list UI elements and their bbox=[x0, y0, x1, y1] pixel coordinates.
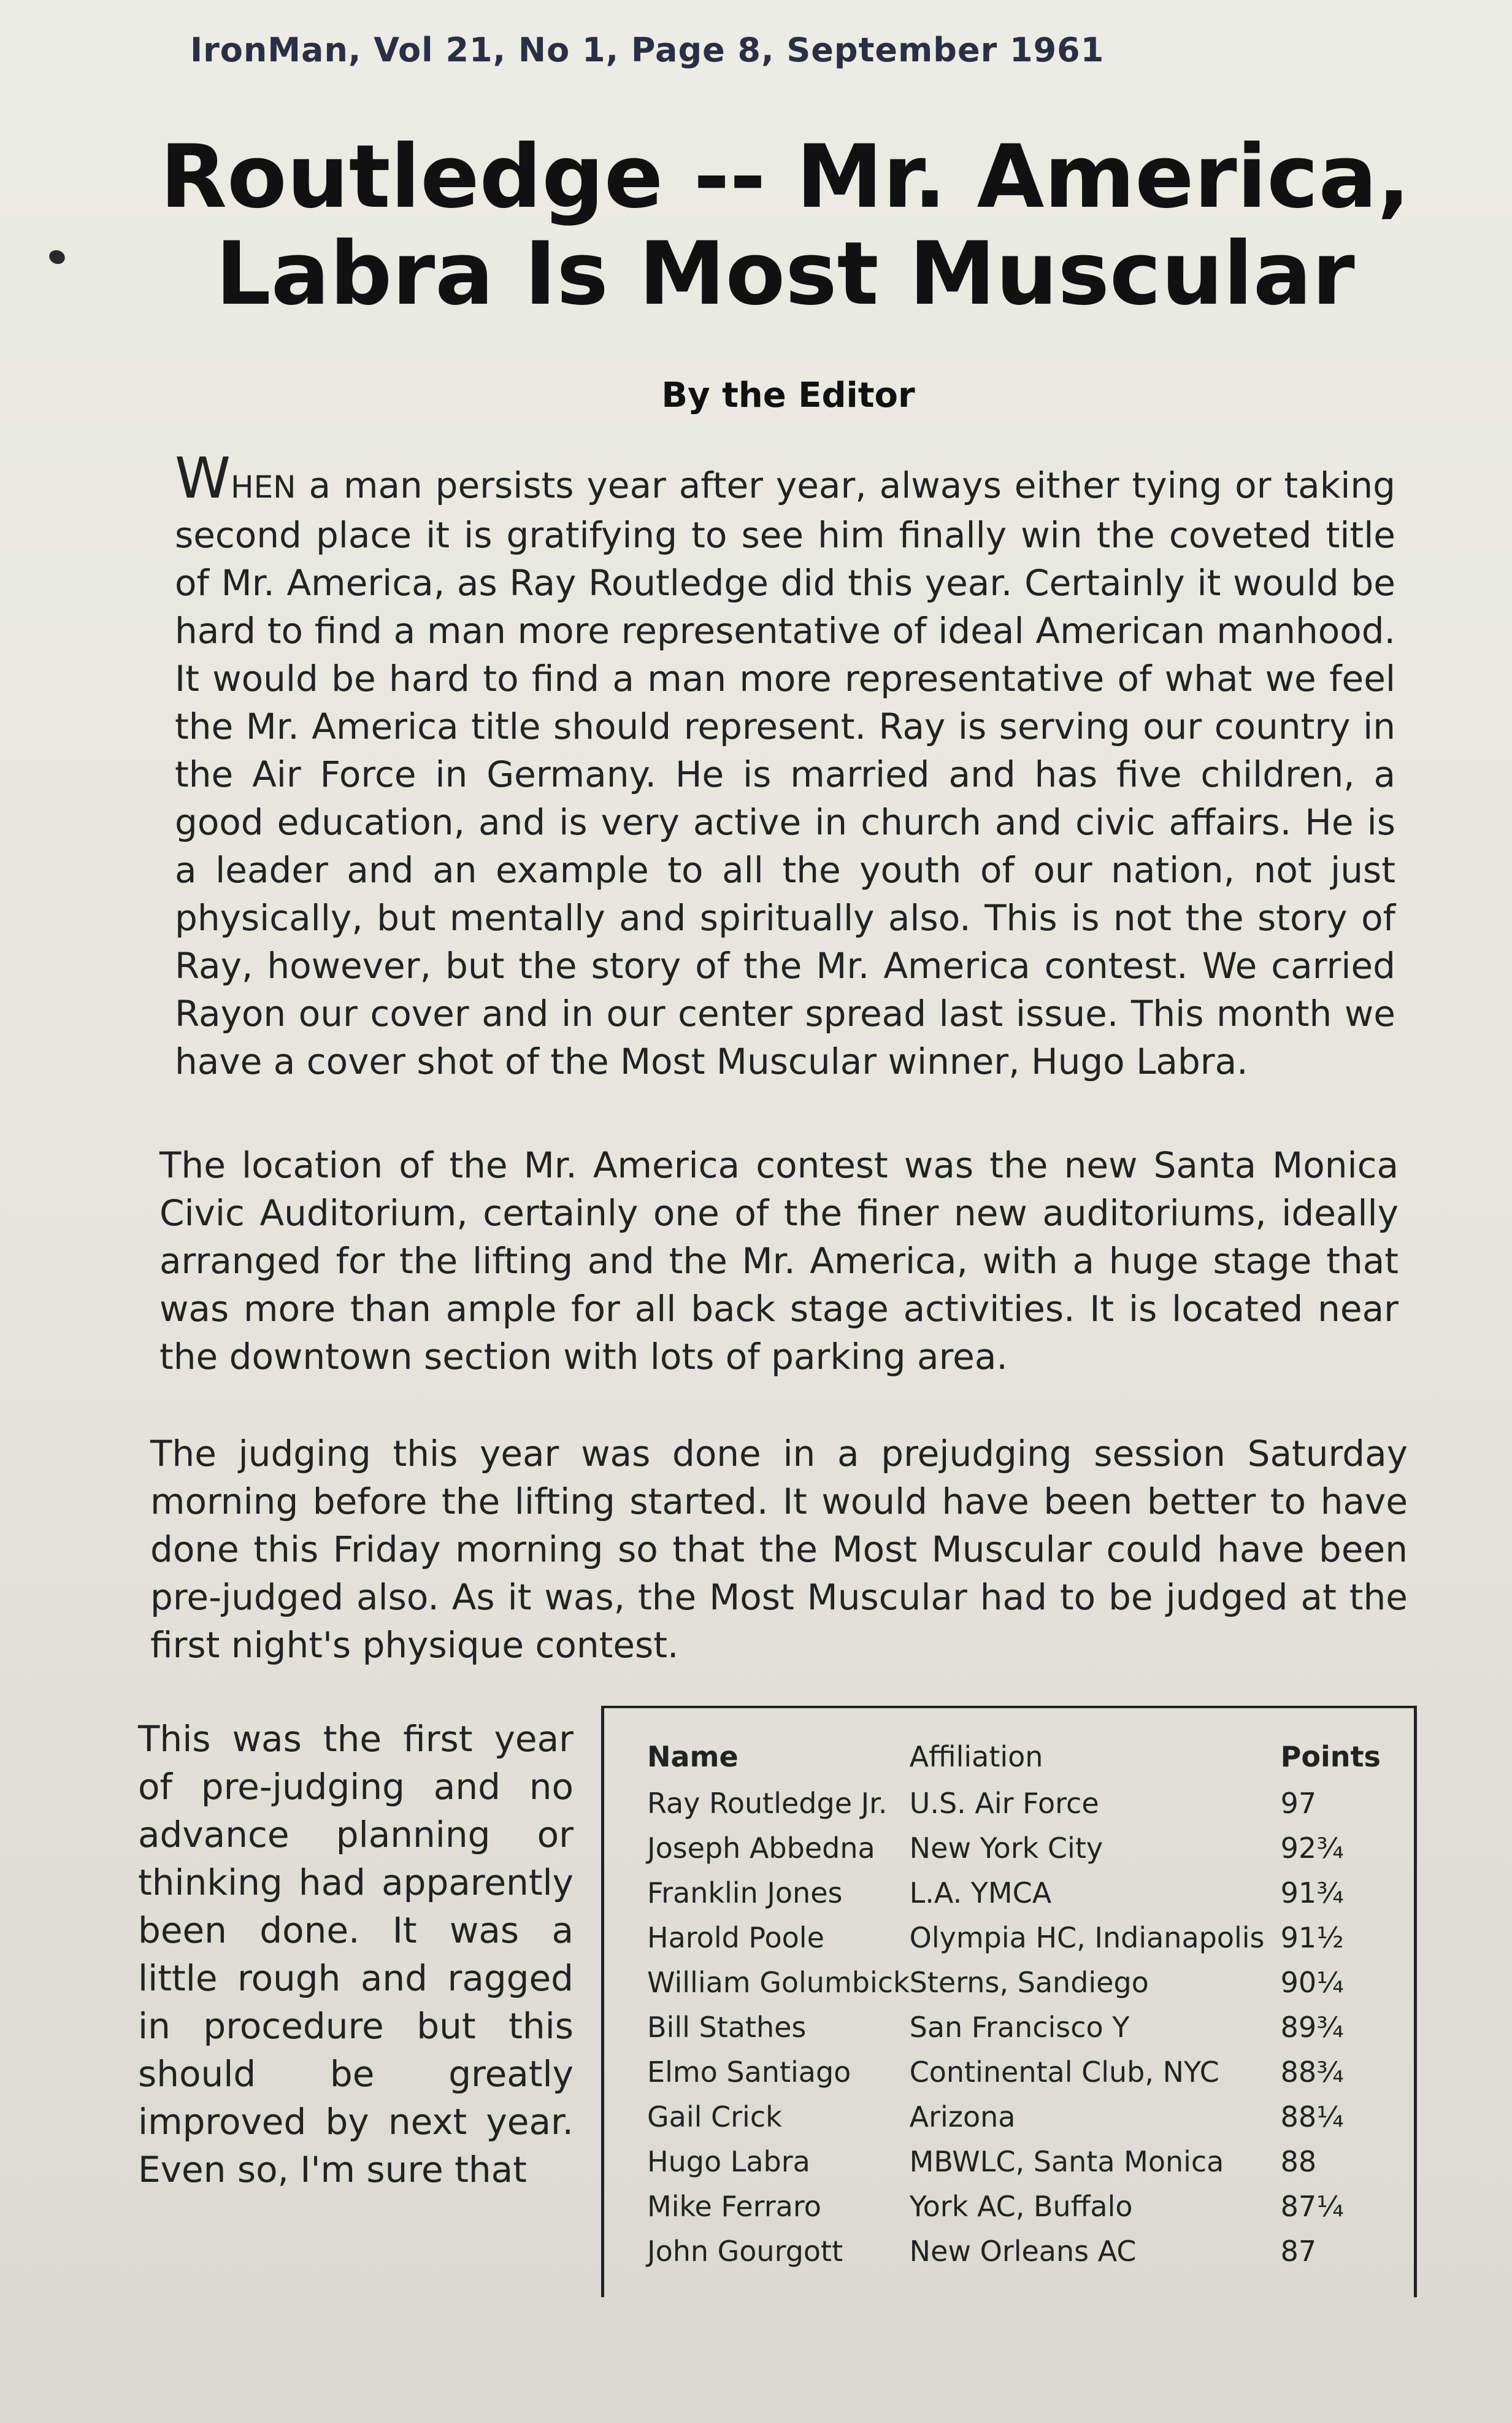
cell-name: John Gourgott bbox=[647, 2234, 843, 2268]
cell-affiliation: New Orleans AC bbox=[909, 2234, 1137, 2268]
table-row bbox=[647, 1960, 1381, 2005]
cell-affiliation: Arizona bbox=[909, 2100, 1016, 2133]
table-row bbox=[647, 1870, 1381, 1915]
table-row bbox=[647, 2228, 1381, 2273]
cell-points: 88 bbox=[1280, 2144, 1317, 2178]
header-affiliation: Affiliation bbox=[909, 1740, 1043, 1773]
title-line-1: Routledge -- Mr. America, bbox=[159, 126, 1411, 228]
table-row bbox=[647, 2094, 1381, 2139]
table-row bbox=[647, 2005, 1381, 2049]
cell-affiliation: New York City bbox=[909, 1831, 1103, 1865]
cell-points: 88¼ bbox=[1280, 2100, 1344, 2133]
cell-points: 91½ bbox=[1280, 1920, 1344, 1954]
title-line-2: Labra Is Most Muscular bbox=[215, 223, 1355, 325]
results-table bbox=[647, 1733, 1381, 2273]
cell-points: 87¼ bbox=[1280, 2189, 1344, 2223]
cell-name: Elmo Santiago bbox=[647, 2055, 851, 2089]
cell-affiliation: Sterns, Sandiego bbox=[909, 1965, 1149, 1999]
paragraph-3: The judging this year was done in a prejudging session Saturday morning before the lifting started. It would have been better to have done this Friday morning so that the Most Muscular could have been pre-judged also. As it was, the Most Muscular had to be judged at the first night's physique contest. bbox=[150, 1433, 1408, 1666]
cell-name: Ray Routledge Jr. bbox=[647, 1786, 888, 1820]
byline: By the Editor bbox=[661, 376, 915, 415]
cell-affiliation: L.A. YMCA bbox=[909, 1876, 1052, 1909]
cell-points: 88¾ bbox=[1280, 2055, 1344, 2089]
issue-header: IronMan, Vol 21, No 1, Page 8, September 1961 bbox=[190, 31, 1105, 69]
table-row bbox=[647, 2184, 1381, 2228]
cell-affiliation: Olympia HC, Indianapolis bbox=[909, 1920, 1265, 1954]
cell-points: 92¾ bbox=[1280, 1831, 1344, 1865]
cell-name: Joseph Abbedna bbox=[647, 1831, 875, 1865]
article-title bbox=[110, 126, 1460, 325]
results-table-box bbox=[601, 1706, 1417, 2297]
drop-cap: W bbox=[175, 445, 231, 511]
paragraph-4: This was the first year of pre-judging and no advance planning or thinking had apparently been done. It was a little rough and ragged in procedure but this should be greatly improved by next year. Even so, I'm sure that bbox=[138, 1718, 574, 2190]
table-row bbox=[647, 1781, 1381, 1825]
table-row bbox=[647, 2049, 1381, 2094]
table-row bbox=[647, 1915, 1381, 1960]
cell-points: 91¾ bbox=[1280, 1876, 1344, 1909]
cell-name: Hugo Labra bbox=[647, 2144, 810, 2178]
header-name: Name bbox=[647, 1740, 739, 1773]
header-points: Points bbox=[1280, 1740, 1381, 1773]
cell-points: 89¾ bbox=[1280, 2010, 1344, 2044]
cell-points: 90¼ bbox=[1280, 1965, 1344, 1999]
small-caps-lead: HEN bbox=[230, 469, 296, 505]
table-row bbox=[647, 2139, 1381, 2184]
cell-name: Harold Poole bbox=[647, 1920, 824, 1954]
cell-name: Mike Ferraro bbox=[647, 2189, 821, 2223]
cell-affiliation: MBWLC, Santa Monica bbox=[909, 2144, 1224, 2178]
paragraph-1-body: a man persists year after year, always either tying or taking second place it is gratifying to see him finally win the coveted title of Mr. America, as Ray Routledge did this year. Certainly it would be hard to find a man more representative of ideal American manhood. It would be hard to find a man more representative of what we feel the Mr. America title should represent. Ray is serving our country in the Air Force in Germany. He is married and has five children, a good education, and is very active in church and civic affairs. He is a leader and an example to all the youth of our nation, not just physically, but mentally and spiritually also. This is not the story of Ray, however, but the story of the Mr. America contest. We carried Rayon our cover and in our center spread last issue. This month we have a cover shot of the Most Muscular winner, Hugo Labra. bbox=[175, 464, 1395, 1082]
cell-name: Franklin Jones bbox=[647, 1876, 843, 1909]
paragraph-2: The location of the Mr. America contest was the new Santa Monica Civic Auditorium, certainly one of the finer new auditoriums, ideally arranged for the lifting and the Mr. America, with a huge stage that was more than ample for all back stage activities. It is located near the downtown section with lots of parking area. bbox=[159, 1144, 1399, 1377]
cell-affiliation: U.S. Air Force bbox=[909, 1786, 1099, 1820]
cell-points: 97 bbox=[1280, 1786, 1317, 1820]
cell-points: 87 bbox=[1280, 2234, 1317, 2268]
cell-name: William Golumbick bbox=[647, 1965, 910, 1999]
cell-name: Bill Stathes bbox=[647, 2010, 807, 2044]
cell-affiliation: York AC, Buffalo bbox=[909, 2189, 1133, 2223]
paragraph-1 bbox=[175, 445, 1395, 1085]
cell-affiliation: San Francisco Y bbox=[909, 2010, 1130, 2044]
table-row bbox=[647, 1825, 1381, 1870]
ink-spot bbox=[47, 248, 67, 266]
cell-affiliation: Continental Club, NYC bbox=[909, 2055, 1219, 2089]
cell-name: Gail Crick bbox=[647, 2100, 782, 2133]
table-header-row bbox=[647, 1733, 1381, 1781]
